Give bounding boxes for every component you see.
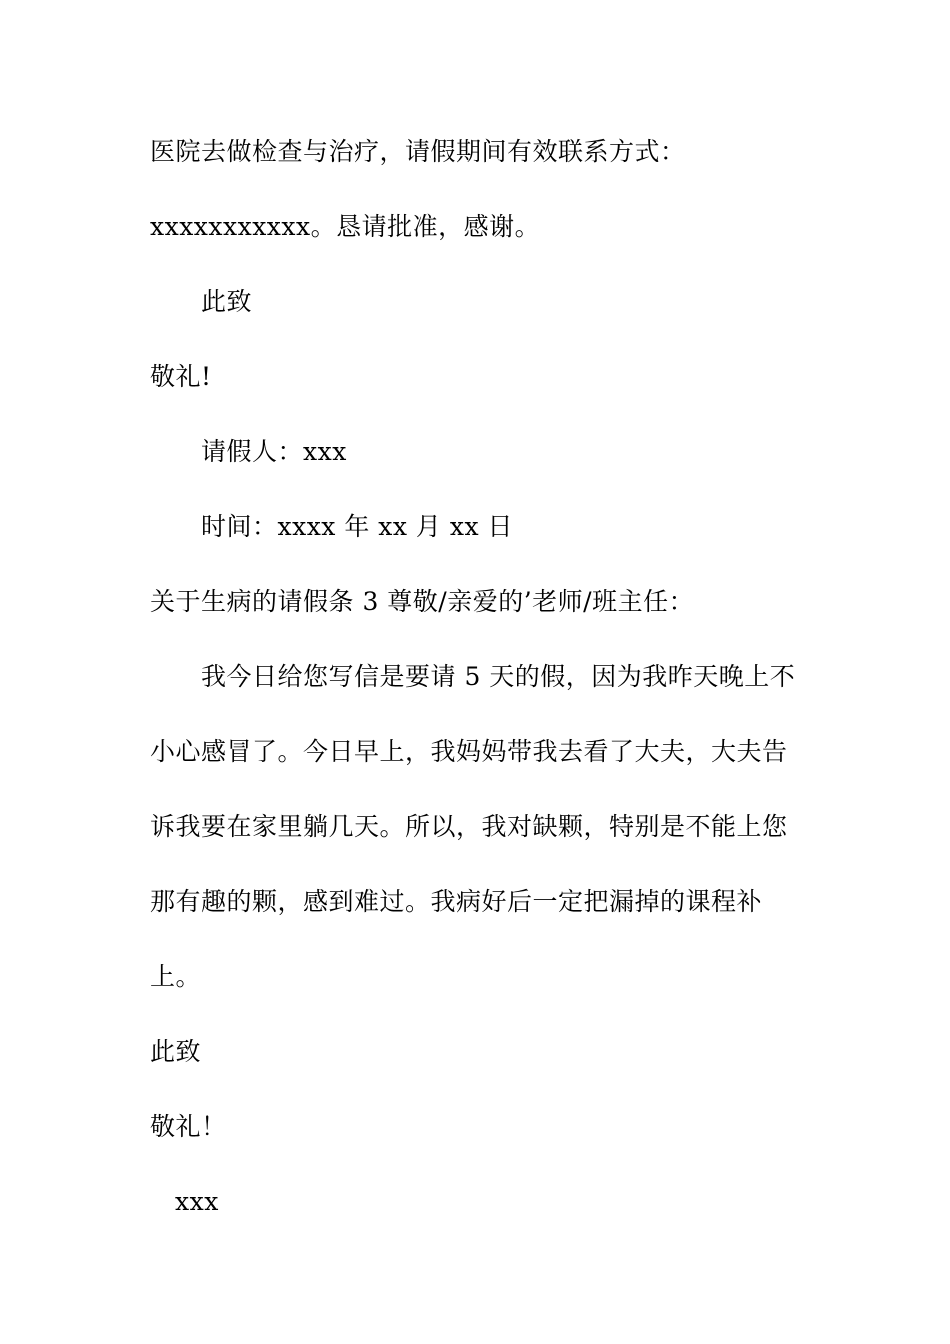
letter2-body-line: 我今日给您写信是要请 5 天的假，因为我昨天晚上不 [201,662,796,691]
letter2-heading: 关于生病的请假条 3 尊敬/亲爱的’老师/班主任： [150,587,695,616]
letter2-body-line: 小心感冒了。今日早上，我妈妈带我去看了大夫，大夫告 [150,737,788,766]
letter2-closing-regards: 敬礼！ [150,1112,227,1141]
letter1-signature: 请假人：xxx [201,437,347,466]
letter1-body-line: xxxxxxxxxxx。恳请批准，感谢。 [150,212,541,241]
letter2-closing-salutation: 此致 [150,1037,202,1066]
letter1-body-line: 医院去做检查与治疗，请假期间有效联系方式： [150,137,686,166]
letter1-date: 时间：xxxx 年 xx 月 xx 日 [201,512,514,541]
letter1-closing-salutation: 此致 [201,287,253,316]
letter1-closing-regards: 敬礼! [150,362,212,391]
letter2-signature: xxx [175,1187,219,1216]
letter2-body-line: 诉我要在家里躺几天。所以，我对缺颗，特别是不能上您 [150,812,788,841]
letter2-body-line: 上。 [150,962,202,991]
letter2-body-line: 那有趣的颗，感到难过。我病好后一定把漏掉的课程补 [150,887,763,916]
